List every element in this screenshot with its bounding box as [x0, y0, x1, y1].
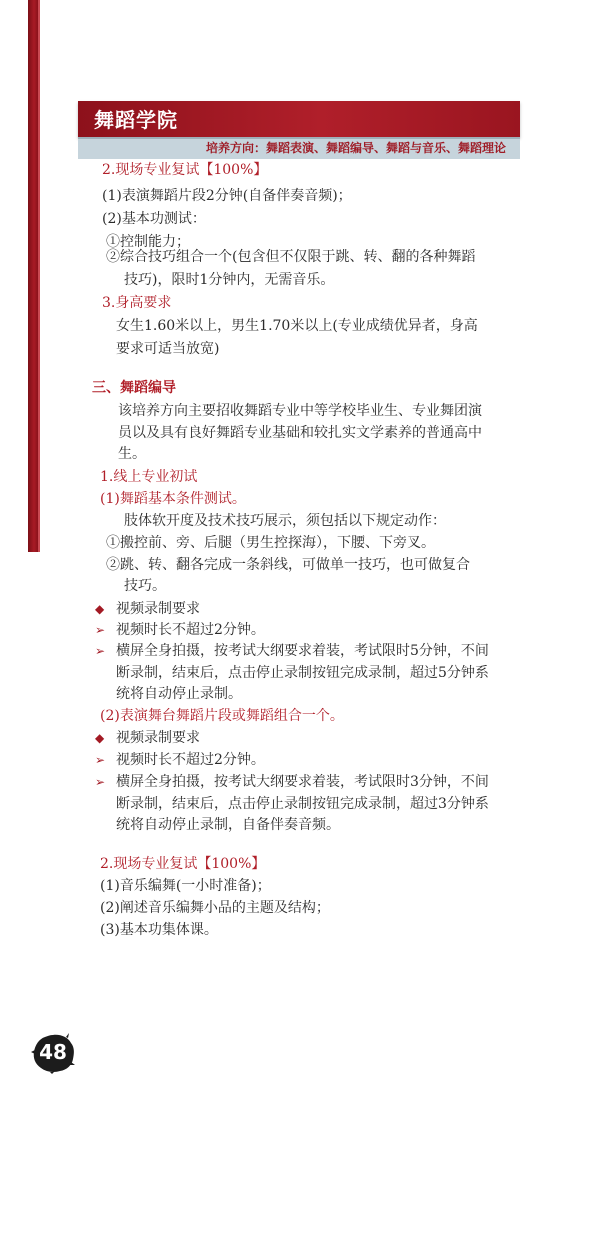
video-req-title: 视频录制要求: [116, 730, 200, 746]
part1-line: ①搬控前、旁、后腿（男生控探海），下腰、下旁叉。: [106, 535, 435, 551]
arrow-bullet-icon: ➢: [95, 753, 106, 767]
retest-item: (2)基本功测试：: [102, 211, 206, 227]
part1-line: 肢体软开度及技术技巧展示，须包括以下规定动作：: [124, 513, 446, 529]
section-title: 三、舞蹈编导: [92, 380, 176, 396]
arrow-bullet-icon: ➢: [95, 644, 106, 658]
video-req-line: 断录制，结束后，点击停止录制按钮完成录制，超过3分钟系: [116, 796, 489, 812]
part1-title: (1)舞蹈基本条件测试。: [100, 491, 246, 507]
arrow-bullet-icon: ➢: [95, 623, 106, 637]
video-req-title: 视频录制要求: [116, 601, 200, 617]
video-req-line: 横屏全身拍摄，按考试大纲要求着装，考试限时3分钟，不间: [116, 774, 489, 790]
choreo-retest-item: (1)音乐编舞(一小时准备)；: [100, 878, 271, 894]
height-line: 女生1.60米以上，男生1.70米以上(专业成绩优异者，身高: [116, 318, 478, 334]
page-title: 舞蹈学院: [94, 108, 178, 132]
intro-line: 生。: [118, 446, 146, 462]
part1-line: 技巧。: [124, 578, 166, 594]
intro-line: 该培养方向主要招收舞蹈专业中等学校毕业生、专业舞团演: [118, 403, 482, 419]
retest-item: ①控制能力；: [106, 234, 190, 250]
page-number: 48: [39, 1040, 67, 1064]
video-req-line: 统将自动停止录制，自备伴奏音频。: [116, 817, 340, 833]
choreo-retest-item: (2)阐述音乐编舞小品的主题及结构；: [100, 900, 330, 916]
diamond-bullet-icon: ◆: [95, 602, 105, 616]
video-req-line: 横屏全身拍摄，按考试大纲要求着装，考试限时5分钟，不间: [116, 643, 489, 659]
intro-line: 员以及具有良好舞蹈专业基础和较扎实文学素养的普通高中: [118, 425, 482, 441]
retest-item: 技巧)，限时1分钟内，无需音乐。: [124, 272, 335, 288]
part1-line: ②跳、转、翻各完成一条斜线，可做单一技巧，也可做复合: [106, 557, 470, 573]
online-test-title: 1.线上专业初试: [100, 469, 198, 485]
video-req-line: 断录制，结束后，点击停止录制按钮完成录制，超过5分钟系: [116, 665, 489, 681]
video-req-line: 视频时长不超过2分钟。: [116, 752, 265, 768]
arrow-bullet-icon: ➢: [95, 775, 106, 789]
height-line: 要求可适当放宽): [116, 341, 220, 357]
page-subtitle: 培养方向：舞蹈表演、舞蹈编导、舞蹈与音乐、舞蹈理论: [205, 141, 506, 155]
choreo-retest-title: 2.现场专业复试【100%】: [100, 856, 266, 872]
choreo-retest-item: (3)基本功集体课。: [100, 922, 218, 938]
page-number-badge: [30, 1032, 76, 1074]
diamond-bullet-icon: ◆: [95, 731, 105, 745]
height-title: 3.身高要求: [102, 295, 172, 311]
part2-title: (2)表演舞台舞蹈片段或舞蹈组合一个。: [100, 708, 344, 724]
retest-item: (1)表演舞蹈片段2分钟(自备伴奏音频)；: [102, 188, 352, 204]
retest-title: 2.现场专业复试【100%】: [102, 162, 268, 178]
left-accent-bar: [28, 0, 38, 552]
video-req-line: 统将自动停止录制。: [116, 686, 242, 702]
video-req-line: 视频时长不超过2分钟。: [116, 622, 265, 638]
retest-item: ②综合技巧组合一个(包含但不仅限于跳、转、翻的各种舞蹈: [106, 249, 476, 265]
